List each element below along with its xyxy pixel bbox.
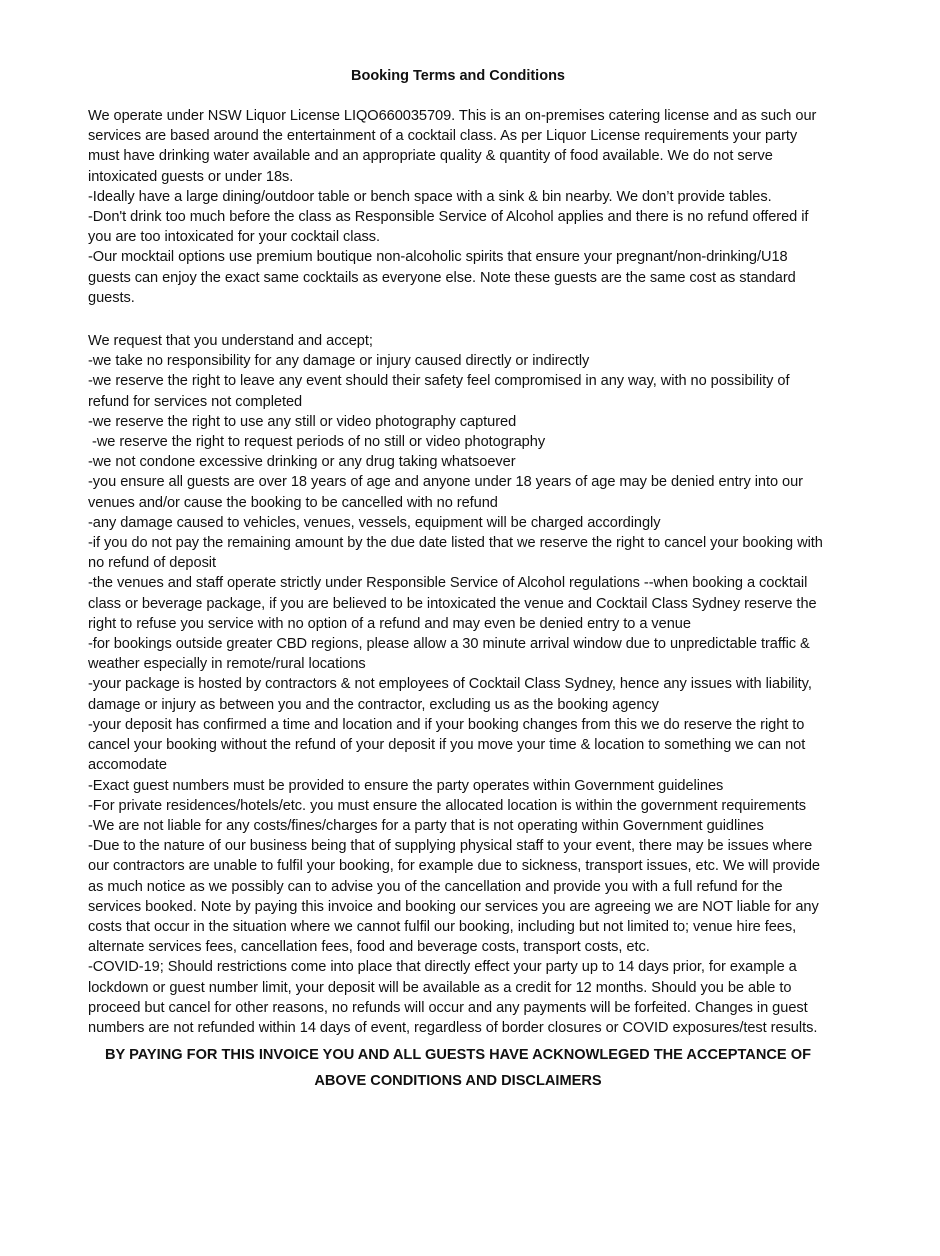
intro-bullet-mocktail: -Our mocktail options use premium boutique non-alcoholic spirits that ensure your pregnant/non-drinking/U18 guests can enjoy the exact same cocktails as everyone else. Note these guests are the same cost as standard guests. — [88, 249, 796, 306]
condition-item: -we reserve the right to use any still or video photography captured — [88, 413, 517, 430]
condition-item: -we not condone excessive drinking or any drug taking whatsoever — [88, 454, 516, 471]
condition-item: -if you do not pay the remaining amount by the due date listed that we reserve the right to cancel your booking with no refund of deposit — [88, 535, 823, 572]
condition-item: -Due to the nature of our business being that of supplying physical staff to your event, there may be issues where our contractors are unable to fulfil your booking, for example due to sickness, transport issues, etc. We will provide as much notice as we possibly can to advise you of the cancellation and provide you with a full refund for the services booked. Note by paying this invoice and booking our services you are agreeing we are NOT liable for any costs that occur in the situation where we cannot fulfil our booking, including but not limited to; venue hire fees, alternate services fees, cancellation fees, food and beverage costs, transport costs, etc. — [88, 838, 820, 956]
document-page — [88, 66, 828, 1094]
condition-item: -COVID-19; Should restrictions come into place that directly effect your party up to 14 days prior, for example a lockdown or guest number limit, your deposit will be available as a credit for 12 months. Should you be able to proceed but cancel for other reasons, no refunds will occur and any payments will be forfeited. Changes in guest numbers are not refunded within 14 days of event, regardless of border closures or COVID exposures/test results. — [88, 959, 818, 1036]
intro-bullet-tables: -Ideally have a large dining/outdoor table or bench space with a sink & bin nearby. We don’t provide tables. — [88, 188, 772, 205]
condition-item: -your package is hosted by contractors & not employees of Cocktail Class Sydney, hence any issues with liability, damage or injury as between you and the contractor, excluding us as the booking agency — [88, 676, 812, 713]
condition-item: -your deposit has confirmed a time and location and if your booking changes from this we do reserve the right to cancel your booking without the refund of your deposit if you move your time & location to something we can not accomodate — [88, 716, 806, 774]
document-title: Booking Terms and Conditions — [350, 68, 565, 84]
condition-item: -any damage caused to vehicles, venues, vessels, equipment will be charged accordingly — [88, 514, 661, 531]
acceptance-footer: BY PAYING FOR THIS INVOICE YOU AND ALL GUESTS HAVE ACKNOWLEGED THE ACCEPTANCE OF ABOVE CONDITIONS AND DISCLAIMERS — [105, 1047, 811, 1090]
intro-paragraph: We operate under NSW Liquor License LIQO660035709. This is an on-premises catering license and as such our services are based around the entertainment of a cocktail class. As per Liquor License requirements your party must have drinking water available and an appropriate quality & quantity of food available. We do not serve intoxicated guests or under 18s. — [88, 108, 817, 185]
section-gap — [88, 308, 828, 331]
condition-item: -the venues and staff operate strictly under Responsible Service of Alcohol regulations --when booking a cocktail class or beverage package, if you are believed to be intoxicated the venue and Cocktail Class Sydney reserve the right to refuse you service with no option of a refund and may even be denied entry to a venue — [88, 575, 817, 632]
condition-item: -we reserve the right to leave any event should their safety feel compromised in any way, with no possibility of refund for services not completed — [88, 373, 790, 410]
condition-item: -we take no responsibility for any damage or injury caused directly or indirectly — [88, 353, 590, 370]
intro-bullet-drinking: -Don't drink too much before the class as Responsible Service of Alcohol applies and there is no refund offered if you are too intoxicated for your cocktail class. — [88, 209, 809, 246]
condition-item: -for bookings outside greater CBD regions, please allow a 30 minute arrival window due to unpredictable traffic & weather especially in remote/rural locations — [88, 636, 810, 673]
intro-section — [88, 106, 828, 308]
condition-item: -we reserve the right to request periods of no still or video photography — [88, 434, 546, 451]
request-heading: We request that you understand and accept; — [88, 333, 373, 350]
condition-item: -We are not liable for any costs/fines/charges for a party that is not operating within Government guidlines — [88, 817, 764, 834]
condition-item: -For private residences/hotels/etc. you must ensure the allocated location is within the government requirements — [88, 797, 806, 814]
conditions-section — [88, 331, 828, 1038]
condition-item: -Exact guest numbers must be provided to ensure the party operates within Government guidelines — [88, 777, 724, 794]
condition-item: -you ensure all guests are over 18 years of age and anyone under 18 years of age may be denied entry into our venues and/or cause the booking to be cancelled with no refund — [88, 474, 803, 511]
